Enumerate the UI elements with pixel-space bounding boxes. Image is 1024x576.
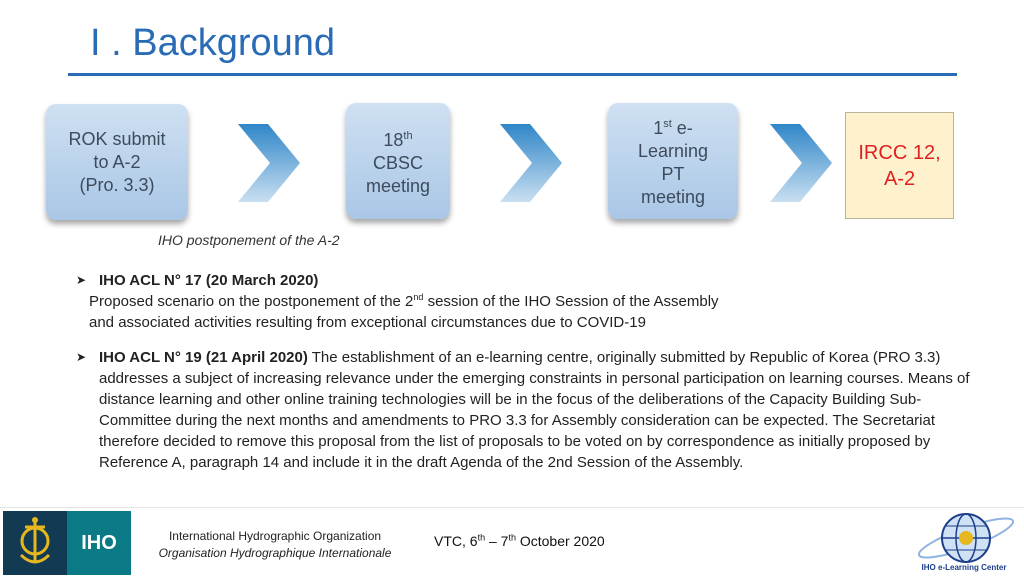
iho-logo-label: IHO bbox=[67, 511, 131, 575]
flow-box-4-line-2: A-2 bbox=[883, 167, 916, 190]
meeting-date: VTC, 6th – 7th October 2020 bbox=[434, 532, 605, 549]
flow-box-cbsc-meeting bbox=[346, 103, 450, 219]
chevron-right-icon bbox=[770, 124, 832, 202]
flow-box-2-line-3: meeting bbox=[365, 175, 431, 196]
flow-box-3-line-4: meeting bbox=[640, 187, 706, 207]
flow-box-1-line-3: (Pro. 3.3) bbox=[79, 174, 155, 195]
bullet-2-body: The establishment of an e-learning centre, originally submitted by Republic of Korea (PRO 3.3) addresses a subject of increasing relevance under the emerging constraints in personal participation on learning courses. Means of distance learning and other online training technologies will be in the focus of the deliberations of the Capacity Building Sub-Committee during the next months and amendments to PRO 3.3 for Assembly consideration can be expected. The Secretariat therefore decided to remove this proposal from the list of proposals to be voted on by correspondence as initially proposed by Reference A, paragraph 14 and include it in the draft Agenda of the 2nd Session of the Assembly. bbox=[99, 349, 970, 471]
elearning-center-label: IHO e-Learning Center bbox=[921, 563, 1007, 572]
bullet-2-heading: IHO ACL N° 19 (21 April 2020) bbox=[99, 349, 308, 366]
chevron-right-icon bbox=[238, 124, 300, 202]
flow-box-1-line-2: to A-2 bbox=[93, 151, 141, 172]
bullet-acl-17 bbox=[76, 270, 836, 333]
footer-divider bbox=[0, 507, 1024, 508]
flow-box-elearning-pt-meeting bbox=[608, 103, 738, 219]
flow-box-4-line-1: IRCC 12, bbox=[858, 141, 941, 164]
postponement-note: IHO postponement of the A-2 bbox=[158, 232, 340, 248]
bullet-1-heading: IHO ACL N° 17 (20 March 2020) bbox=[99, 272, 319, 289]
organization-name-fr: Organisation Hydrographique Internationale bbox=[158, 546, 392, 560]
flow-box-2-line-1: 18th bbox=[383, 129, 413, 150]
arrow-bullet-icon: ➤ bbox=[76, 350, 87, 364]
bullet-2-text bbox=[76, 347, 981, 473]
iho-emblem-icon bbox=[3, 511, 67, 575]
organization-name bbox=[150, 528, 400, 562]
flow-box-rok-submit bbox=[46, 104, 188, 220]
flow-box-3-line-2: Learning bbox=[637, 141, 709, 161]
title-underline bbox=[68, 73, 957, 76]
bullet-1-body: Proposed scenario on the postponement of the 2nd session of the IHO Session of the Assembly bbox=[89, 292, 719, 310]
flow-box-ircc bbox=[845, 112, 954, 219]
arrow-bullet-icon: ➤ bbox=[76, 273, 87, 287]
organization-name-en: International Hydrographic Organization bbox=[168, 529, 382, 543]
flow-box-2-line-2: CBSC bbox=[372, 152, 423, 173]
slide-title: I . Background bbox=[90, 22, 336, 64]
chevron-right-icon bbox=[500, 124, 562, 202]
flow-box-1-line-1: ROK submit bbox=[68, 128, 166, 149]
bullet-acl-19 bbox=[76, 347, 981, 473]
flow-box-3-line-3: PT bbox=[661, 164, 685, 184]
flow-box-3-line-1: 1st e- bbox=[653, 118, 693, 138]
bullet-1-body-line-2: and associated activities resulting from exceptional circumstances due to COVID-19 bbox=[89, 314, 646, 331]
